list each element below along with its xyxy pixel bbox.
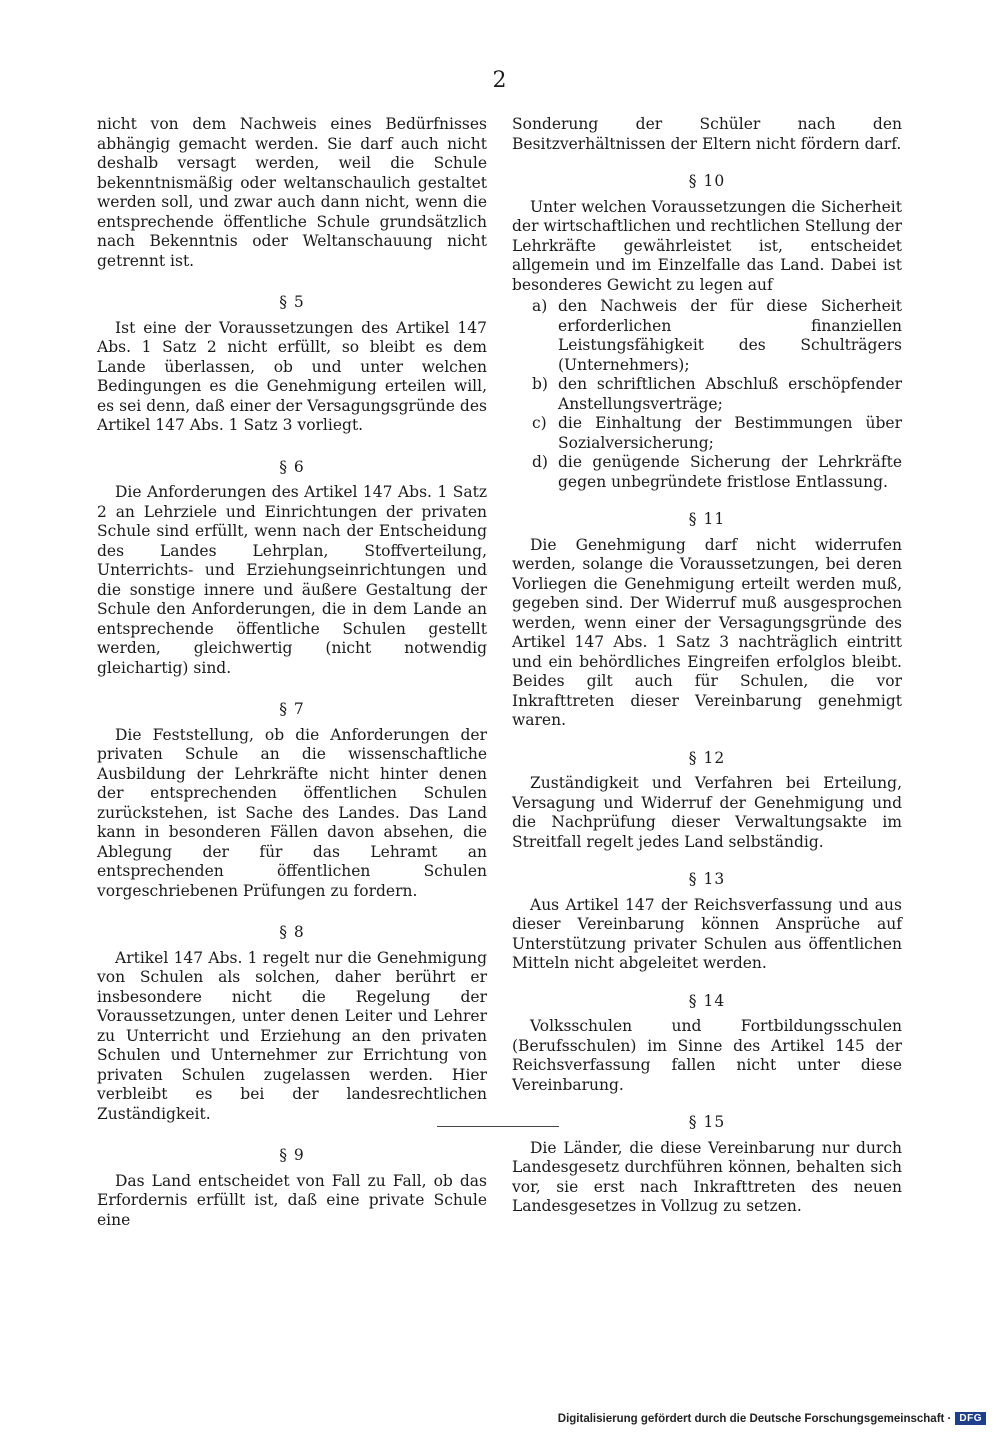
end-divider	[437, 1126, 559, 1127]
section-text-7: Die Feststellung, ob die Anforderungen der privaten Schule an die wissenschaftliche Ausbildung der Lehrkräfte nicht hinter denen der entsprechenden öffentlichen Schulen zurückstehen, ist Sache des Landes. Das Land kann in besonderen Fällen davon absehen, die Ablegung der für das Lehramt an entsprechenden öffentlichen Schulen vorgeschriebenen Prüfungen zu fordern.	[97, 725, 487, 900]
section-text-6: Die Anforderungen des Artikel 147 Abs. 1 Satz 2 an Lehrziele und Einrichtungen der privaten Schule sind erfüllt, wenn nach der Entscheidung des Landes Lehrplan, Stoffverteilung, Unterrichts- und Erziehungseinrichtungen und die sonstige innere und äußere Gestaltung der Schule den Anforderungen, die in dem Lande an entsprechende öffentliche Schulen gestellt werden, gleichwertig (nicht notwendig gleichartig) sind.	[97, 483, 487, 677]
section-text-9: Das Land entscheidet von Fall zu Fall, ob das Erfordernis erfüllt ist, daß eine private Schule eine	[97, 1171, 487, 1229]
list-item	[512, 453, 902, 492]
list-item-label: c)	[532, 414, 547, 432]
list-item-text: die Einhaltung der Bestimmungen über Sozialversicherung;	[558, 414, 902, 452]
section-heading-12: § 12	[688, 748, 726, 767]
section-text-5: Ist eine der Voraussetzungen des Artikel 147 Abs. 1 Satz 2 nicht erfüllt, so bleibt es dem Lande überlassen, ob und unter welchen Bedingungen es die Genehmigung erteilen will, es sei denn, daß einer der Versagungsgründe des Artikel 147 Abs. 1 Satz 3 vorliegt.	[97, 318, 487, 434]
section-heading-8: § 8	[279, 923, 305, 941]
list-item-text: den Nachweis der für diese Sicherheit erforderlichen finanziellen Leistungsfähigkeit des Schulträgers (Unternehmers);	[558, 297, 902, 374]
section-text-15: Die Länder, die diese Vereinbarung nur durch Landesgesetz durchführen können, behalten sich vor, sie erst nach Inkrafttreten des neuen Landesgesetzes in Vollzug zu setzen.	[512, 1138, 902, 1215]
section-heading-10: § 10	[688, 172, 726, 190]
left-column	[97, 115, 487, 1230]
list-item-text: den schriftlichen Abschluß erschöpfender Anstellungsverträge;	[558, 375, 902, 413]
list-item-text: die genügende Sicherung der Lehrkräfte gegen unbegründete fristlose Entlassung.	[558, 453, 902, 491]
paragraph-9-continued: Sonderung der Schüler nach den Besitzverhältnissen der Eltern nicht fördern darf.	[512, 115, 902, 153]
section-heading-13: § 13	[688, 870, 726, 888]
paragraph-intro: nicht von dem Nachweis eines Bedürfnisses abhängig gemacht werden. Sie darf auch nicht deshalb versagt werden, weil die Schule bekenntnismäßig oder weltanschaulich gestaltet werden soll, und zwar auch dann nicht, wenn die entsprechende öffentliche Schule grundsätzlich nach Bekenntnis oder Weltanschauung nicht getrennt ist.	[97, 115, 487, 270]
list-item-label: d)	[532, 453, 548, 471]
section-text-11: Die Genehmigung darf nicht widerrufen werden, solange die Voraussetzungen, bei deren Vorliegen die Genehmigung erteilt werden muß, gegeben sind. Der Widerruf muß ausgesprochen werden, wenn einer der Versagungsgründe des Artikel 147 Abs. 1 Satz 3 nachträglich eintritt und ein behördliches Eingreifen erfolglos bleibt. Beides gilt auch für Schulen, die vor Inkrafttreten dieser Vereinbarung genehmigt waren.	[512, 535, 902, 729]
page-number: 2	[492, 68, 508, 93]
section-10-list	[512, 297, 902, 492]
dfg-logo-icon: DFG	[955, 1412, 986, 1425]
section-text-8: Artikel 147 Abs. 1 regelt nur die Genehmigung von Schulen als solchen, daher berührt er insbesondere nicht die Regelung der Voraussetzungen, unter denen Leiter und Lehrer zu Unterricht und Erziehung an den privaten Schulen und Unternehmer zur Errichtung von privaten Schulen zugelassen werden. Hier verbleibt es bei der landesrechtlichen Zuständigkeit.	[97, 948, 487, 1123]
section-heading-14: § 14	[688, 991, 726, 1010]
right-column	[512, 115, 902, 1217]
section-heading-5: § 5	[279, 293, 305, 311]
section-text-13: Aus Artikel 147 der Reichsverfassung und aus dieser Vereinbarung können Ansprüche auf Unterstützung privater Schulen aus öffentlichen Mitteln nicht abgeleitet werden.	[512, 895, 902, 972]
list-item	[512, 375, 902, 414]
footer-credit	[558, 1412, 986, 1425]
section-heading-15: § 15	[688, 1113, 726, 1131]
list-item-label: a)	[532, 297, 548, 315]
list-item	[512, 414, 902, 453]
section-text-14: Volksschulen und Fortbildungsschulen (Berufsschulen) im Sinne des Artikel 145 der Reichsverfassung fallen nicht unter diese Vereinbarung.	[512, 1017, 902, 1094]
list-item	[512, 297, 902, 375]
section-heading-7: § 7	[279, 700, 305, 718]
section-heading-9: § 9	[279, 1146, 305, 1164]
section-text-10: Unter welchen Voraussetzungen die Sicherheit der wirtschaftlichen und rechtlichen Stellung der Lehrkräfte gewährleistet ist, entscheidet allgemein und im Einzelfalle das Land. Dabei ist besonderes Gewicht zu legen auf	[512, 197, 902, 294]
list-item-label: b)	[532, 375, 548, 393]
footer-text: Digitalisierung gefördert durch die Deutsche Forschungsgemeinschaft ·	[557, 1412, 952, 1425]
section-heading-6: § 6	[279, 457, 305, 476]
section-heading-11: § 11	[688, 510, 726, 528]
section-text-12: Zuständigkeit und Verfahren bei Erteilung, Versagung und Widerruf der Genehmigung und die Nachprüfung dieser Verwaltungsakte im Streitfall regelt jedes Land selbständig.	[512, 774, 902, 851]
